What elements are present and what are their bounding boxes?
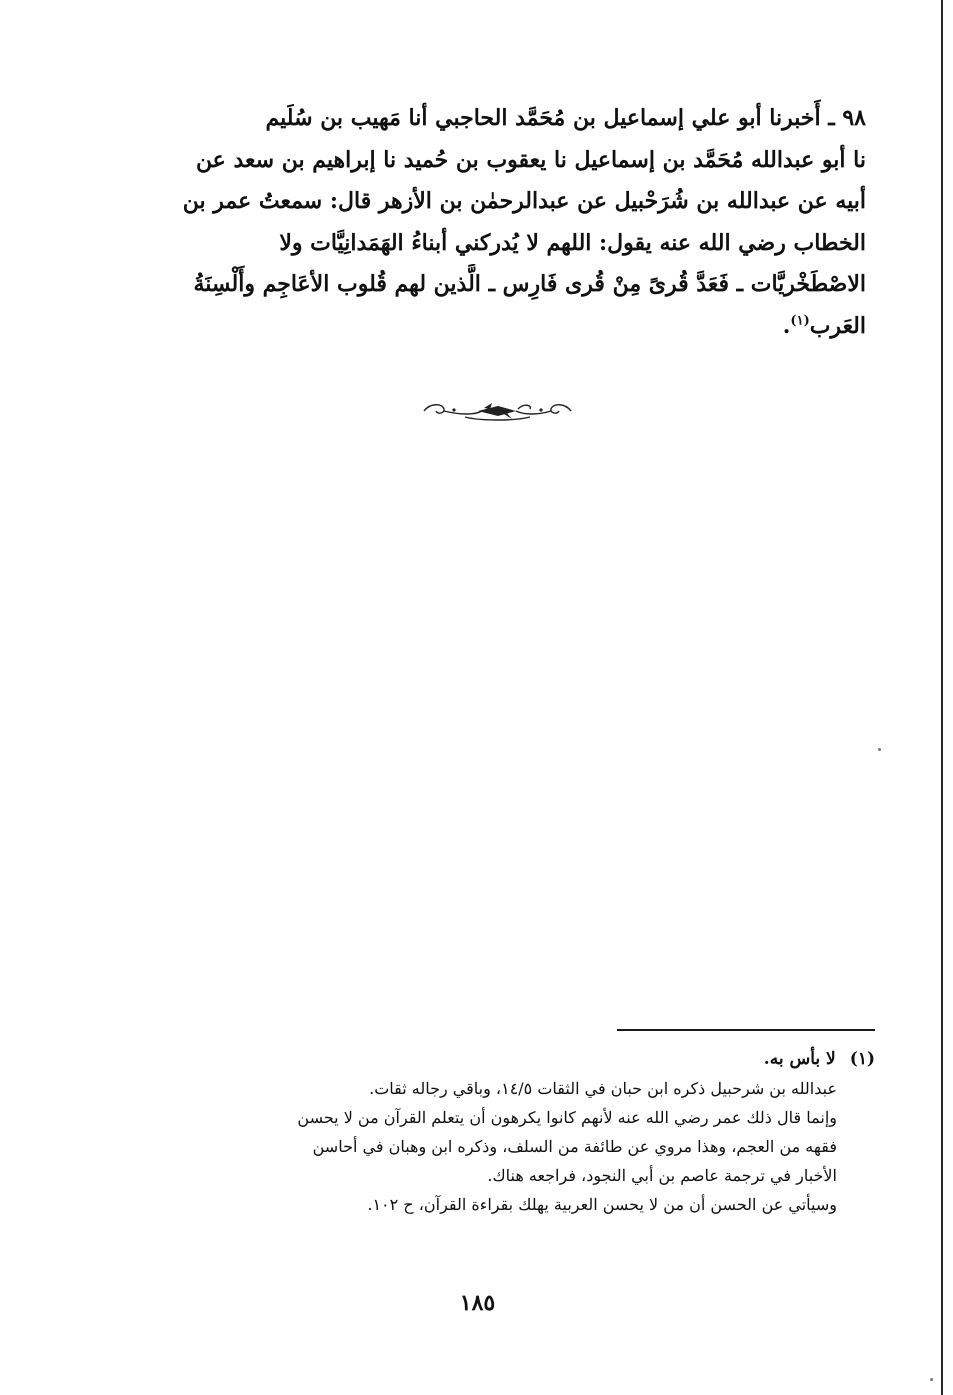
footnote-reference[interactable]: (١) <box>790 313 810 329</box>
hadith-line: الخطاب رضي الله عنه يقول: اللهم لا يُدركني أبناءُ الهَمَدانِيَّات ولا <box>279 229 866 256</box>
scan-speck <box>930 1378 933 1381</box>
hadith-number: ٩٨ <box>842 105 866 131</box>
footnote-line: الأخبار في ترجمة عاصم بن أبي النجود، فراجعه هناك. <box>487 1166 837 1185</box>
hadith-line: الاصْطَخْريَّات ـ فَعَدَّ قُرىً مِنْ قُرى فَارِس ـ الَّذين لهم قُلوب الأعَاجِم وأَلْسِنَةُ <box>193 271 866 297</box>
footnote-marker: (١) <box>849 1049 875 1069</box>
footnote-line: عبدالله بن شرحبيل ذكره ابن حبان في الثقات ١٤/٥، وباقي رجاله ثقات. <box>369 1079 837 1098</box>
page-number: ١٨٥ <box>459 1290 496 1316</box>
footnote-line: وسيأتي عن الحسن أن من لا يحسن العربية يهلك بقراءة القرآن، ح ١٠٢. <box>367 1195 837 1214</box>
page-edge-rule <box>941 0 943 1395</box>
footnotes <box>120 1045 875 1219</box>
footnote-line: وإنما قال ذلك عمر رضي الله عنه لأنهم كانوا يكرهون أن يتعلم القرآن من لا يحسن <box>297 1108 837 1127</box>
hadith-line: ٩٨ ـ أَخبرنا أبو علي إسماعيل بن مُحَمَّد الحاجبي أنا مَهيب بن سُلَيم <box>265 105 866 131</box>
footnote-heading: (١)لا بأس به. <box>120 1045 875 1074</box>
footnote-line: فقهه من العجم، وهذا مروي عن طائفة من السلف، وذكره ابن وهبان في أحاسن <box>312 1137 837 1156</box>
footnote-separator <box>617 1029 875 1031</box>
hadith-line-last: العَرب$^{(١)}$. <box>782 312 866 339</box>
scan-speck <box>878 748 881 751</box>
hadith-line: أبيه عن عبدالله بن شُرَحْبيل عن عبدالرحمٰن بن الأزهر قال: سمعتُ عمر بن <box>182 188 866 214</box>
hadith-text <box>100 98 866 347</box>
floral-divider-icon <box>420 397 575 425</box>
hadith-line: نا أبو عبدالله مُحَمَّد بن إسماعيل نا يعقوب بن حُميد نا إبراهيم بن سعد عن <box>195 146 866 173</box>
